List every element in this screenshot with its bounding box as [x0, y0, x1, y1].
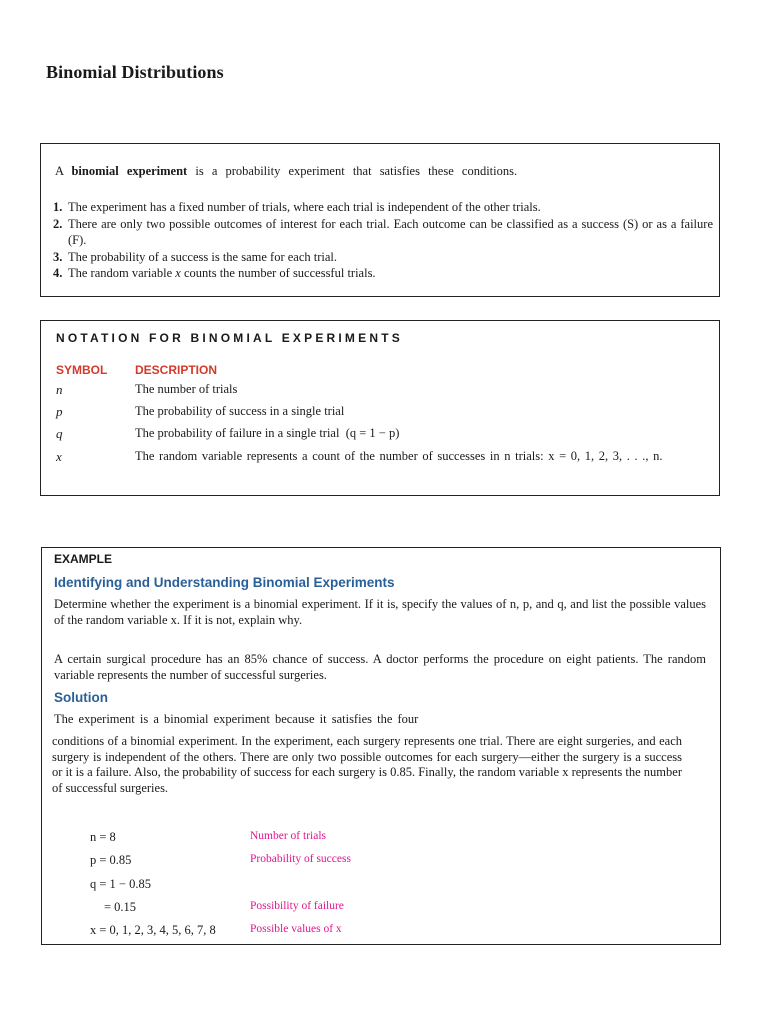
description-p: The probability of success in a single trial: [135, 404, 345, 418]
note-possible-values: Possible values of x: [250, 923, 342, 935]
definition-intro: [55, 163, 517, 179]
variable-x: x: [175, 266, 181, 280]
condition-item: [53, 249, 713, 266]
solution-first-line: The experiment is a binomial experiment because it satisfies the four: [54, 712, 419, 726]
condition-number: 3.: [53, 249, 63, 264]
condition-item: [53, 199, 713, 216]
condition-text: The experiment has a fixed number of trials, where each trial is independent of the other trials.: [68, 200, 541, 214]
term-binomial-experiment: binomial experiment: [71, 164, 188, 178]
condition-number: 4.: [53, 266, 63, 280]
intro-post: is a probability experiment that satisfies these conditions.: [187, 164, 518, 178]
solution-label: Solution: [54, 690, 108, 705]
symbol-x: x: [56, 449, 62, 464]
symbol-q: q: [56, 426, 63, 441]
description-q-text: The probability of failure in a single trial: [135, 426, 340, 440]
intro-pre: A: [55, 164, 72, 178]
condition-item: [53, 216, 713, 249]
example-title: Identifying and Understanding Binomial Experiments: [54, 575, 395, 590]
condition-item: [53, 265, 713, 282]
condition-number: 2.: [53, 216, 63, 231]
solution-body: conditions of a binomial experiment. In the experiment, each surgery represents one trial. There are eight surgeries, and each surgery is independent of the others. There are only two possible outcomes for each surgery—either the surgery is a success or it is a failure. Also, the probability of success for each surgery is 0.85. Finally, the random variable x represents the number of successful surgeries.: [52, 734, 682, 795]
condition-text-post: counts the number of successful trials.: [180, 266, 376, 280]
condition-text-pre: The random variable: [68, 266, 176, 280]
description-column-header: DESCRIPTION: [135, 363, 218, 377]
example-box: [41, 547, 721, 945]
math-n: n = 8: [90, 830, 116, 844]
symbol-column-header: SYMBOL: [56, 363, 108, 377]
example-prompt: Determine whether the experiment is a binomial experiment. If it is, specify the values of n, p, and q, and list the possible values of the random variable x. If it is not, explain why.: [54, 597, 706, 627]
note-possibility-of-failure: Possibility of failure: [250, 900, 344, 912]
note-number-of-trials: Number of trials: [250, 830, 327, 842]
notation-box: [40, 320, 720, 496]
symbol-p: p: [56, 404, 63, 419]
q-formula: (q = 1 − p): [345, 426, 400, 440]
definition-box: [40, 143, 720, 297]
example-label: EXAMPLE: [54, 552, 113, 566]
condition-text: The probability of a success is the same for each trial.: [68, 249, 338, 264]
math-q: q = 1 − 0.85: [90, 877, 151, 891]
math-x: x = 0, 1, 2, 3, 4, 5, 6, 7, 8: [90, 923, 216, 937]
symbol-n: n: [56, 382, 63, 397]
description-q: [135, 426, 399, 441]
note-probability-of-success: Probability of success: [250, 853, 351, 865]
conditions-list: [53, 199, 713, 282]
math-p: p = 0.85: [90, 853, 132, 867]
example-scenario: A certain surgical procedure has an 85% chance of success. A doctor performs the procedure on eight patients. The random variable represents the number of successful surgeries.: [54, 652, 706, 682]
page-title: Binomial Distributions: [46, 62, 224, 82]
condition-number: 1.: [53, 200, 63, 214]
math-q-value: = 0.15: [104, 900, 137, 914]
description-x: The random variable represents a count of the number of successes in n trials: x = 0, 1, 2, 3, . . ., n.: [135, 449, 663, 463]
description-n: The number of trials: [135, 382, 238, 396]
notation-title: NOTATION FOR BINOMIAL EXPERIMENTS: [56, 331, 403, 345]
condition-text: There are only two possible outcomes of interest for each trial. Each outcome can be classified as a success (S) or as a failure (F).: [68, 216, 713, 247]
